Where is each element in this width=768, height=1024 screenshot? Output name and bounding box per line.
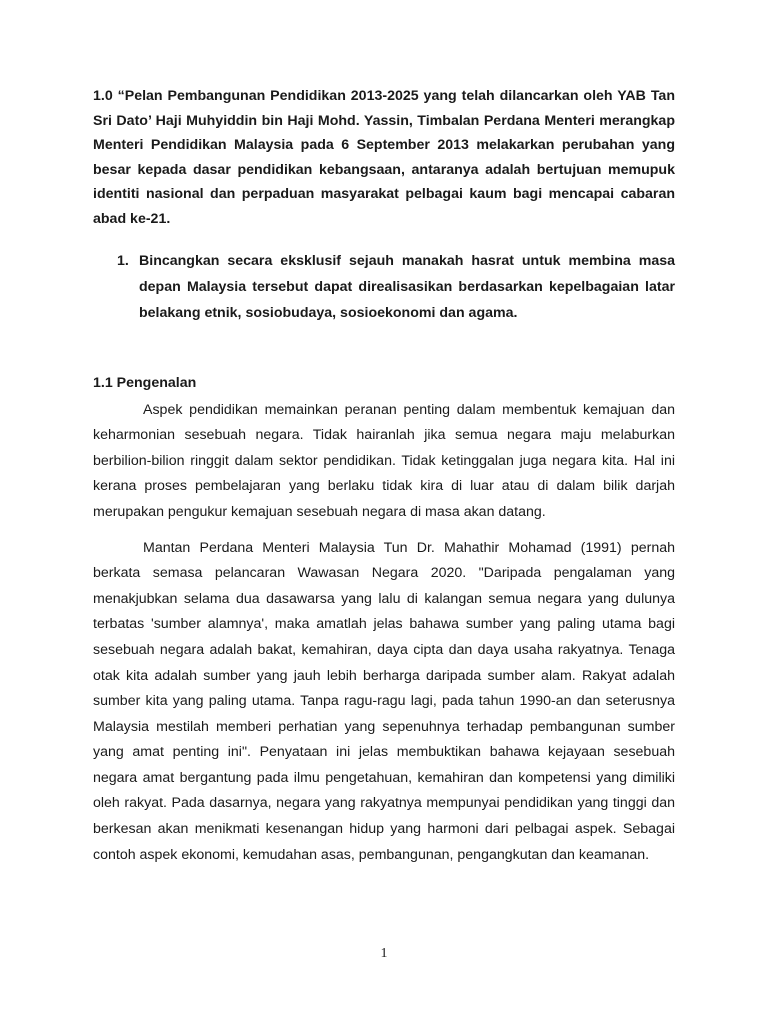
question-text: Bincangkan secara eksklusif sejauh manakah hasrat untuk membina masa depan Malaysia tersebut dapat direalisasikan berdasarkan kepelbagaian latar belakang etnik, sosiobudaya, sosioekonomi dan agama. <box>139 252 675 321</box>
question-number: 1. <box>117 252 129 269</box>
question-item <box>93 248 675 326</box>
question-header: 1.0 “Pelan Pembangunan Pendidikan 2013-2025 yang telah dilancarkan oleh YAB Tan Sri Dato’ Haji Muhyiddin bin Haji Mohd. Yassin, Timbalan Perdana Menteri merangkap Menteri Pendidikan Malaysia pada 6 September 2013 melakarkan perubahan yang besar kepada dasar pendidikan kebangsaan, antaranya adalah bertujuan memupuk identiti nasional dan perpaduan masyarakat pelbagai kaum bagi mencapai cabaran abad ke-21. <box>93 88 675 227</box>
question-list <box>93 248 675 326</box>
body-paragraph: Mantan Perdana Menteri Malaysia Tun Dr. Mahathir Mohamad (1991) pernah berkata semasa pelancaran Wawasan Negara 2020. "Daripada pengalaman yang menakjubkan selama dua dasawarsa yang lalu di kalangan semua negara yang dulunya terbatas 'sumber alamnya', maka amatlah jelas bahawa sumber yang paling utama bagi sesebuah negara adalah bakat, kemahiran, daya cipta dan daya usaha rakyatnya. Tenaga otak kita adalah sumber yang jauh lebih berharga daripada sumber alam. Rakyat adalah sumber kita yang paling utama. Tanpa ragu-ragu lagi, pada tahun 1990-an dan seterusnya Malaysia mestilah memberi perhatian yang sepenuhnya terhadap pembangunan sumber yang amat penting ini". Penyataan ini jelas membuktikan bahawa kejayaan sesebuah negara amat bergantung pada ilmu pengetahuan, kemahiran dan kompetensi yang dimiliki oleh rakyat. Pada dasarnya, negara yang rakyatnya mempunyai pendidikan yang tinggi dan berkesan akan menikmati kesenangan hidup yang harmoni dari pelbagai aspek. Sebagai contoh aspek ekonomi, kemudahan asas, pembangunan, pengangkutan dan keamanan. <box>93 539 675 863</box>
section-heading: 1.1 Pengenalan <box>93 374 197 391</box>
document-body <box>93 84 675 868</box>
body-paragraph: Aspek pendidikan memainkan peranan penting dalam membentuk kemajuan dan keharmonian sesebuah negara. Tidak hairanlah jika semua negara maju melaburkan berbilion-bilion ringgit dalam sektor pendidikan. Tidak ketinggalan juga negara kita. Hal ini kerana proses pembelajaran yang berlaku tidak kira di luar atau di dalam bilik darjah merupakan pengukur kemajuan sesebuah negara di masa akan datang. <box>93 401 675 520</box>
page-number: 1 <box>380 946 388 961</box>
